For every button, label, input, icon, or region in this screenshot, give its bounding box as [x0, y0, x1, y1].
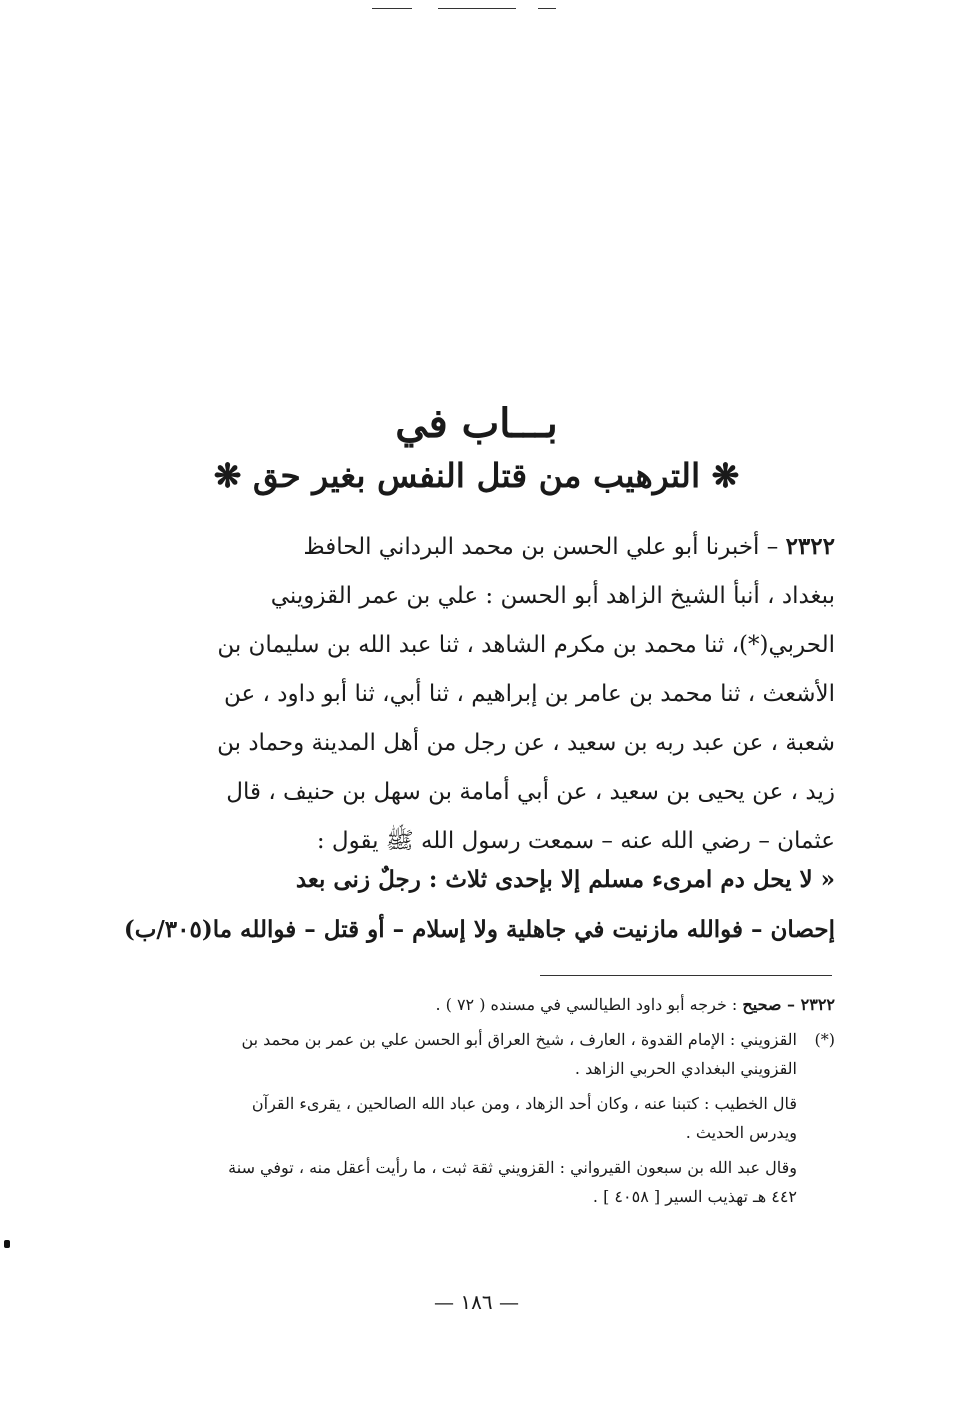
isnad-line: عثمان – رضي الله عنه – سمعت رسول الله ﷺ يقول :	[316, 828, 835, 854]
footnote-khatib: قال الخطيب : كتبنا عنه ، وكان أحد الزهاد ، ومن عباد الله الصالحين ، يقرىء القرآن ويدرس الحديث .	[251, 1094, 797, 1142]
footnotes	[85, 990, 835, 1217]
hadith-number: ٢٣٢٢	[785, 533, 835, 560]
isnad-line: الحربي(*)، ثنا محمد بن مكرم الشاهد ، ثنا عبد الله بن سليمان بن	[217, 632, 835, 658]
isnad-line: زيد ، عن يحيى بن سعيد ، عن أبي أمامة بن سهل بن حنيف ، قال	[226, 779, 835, 805]
isnad-line: شعبة ، عن عبد ربه بن سعيد ، عن رجل من أهل المدينة وحماد بن	[217, 730, 835, 756]
isnad-line: الأشعث ، ثنا محمد بن عامر بن إبراهيم ، ثنا أبي، ثنا أبو داود ، عن	[223, 681, 835, 707]
hadith-matn	[90, 855, 835, 955]
page-number: — ١٨٦ —	[434, 1290, 519, 1314]
matn-line: إحصان – فوالله مازنيت في جاهلية ولا إسلام – أو قتل – فوالله ما(٣٠٥/ب)	[123, 916, 835, 943]
chapter-title: بـــاب في	[395, 400, 558, 447]
footnote-marker: (*)	[814, 1030, 835, 1049]
footnote-hadith-ref: ٢٣٢٢ – صحيح	[742, 995, 835, 1014]
isnad-line: ببغداد ، أنبأ الشيخ الزاهد أبو الحسن : علي بن عمر القزويني	[270, 583, 835, 609]
footnote-biography: (*)القزويني : الإمام القدوة ، العارف ، شيخ العراق أبو الحسن علي بن عمر بن محمد بن القزويني البغدادي الحربي الزاهد .	[85, 1025, 835, 1083]
footnote-takhrij: ٢٣٢٢ – صحيح : خرجه أبو داود الطيالسي في مسنده ( ٧٢ ) .	[435, 995, 835, 1014]
footnote-separator	[540, 975, 832, 976]
chapter-subtitle: ❋ الترهيب من قتل النفس بغير حق ❋	[213, 456, 740, 495]
matn-line: « لا يحل دم امرىء مسلم إلا بإحدى ثلاث : رجلٌ زنى بعد	[295, 866, 835, 893]
isnad-line: ٢٣٢٢ – أخبرنا أبو علي الحسن بن محمد البرداني الحافظ	[303, 533, 835, 560]
footnote-qayrawani: وقال عبد الله بن سبعون القيرواني : القزويني ثقة ثبت ، ما رأيت أعقل منه ، توفي سنة ٤٤٢ هـ تهذيب السير [ ٤٠٥٨ ] .	[228, 1158, 797, 1206]
hadith-isnad	[135, 522, 835, 866]
margin-mark	[4, 1240, 10, 1248]
